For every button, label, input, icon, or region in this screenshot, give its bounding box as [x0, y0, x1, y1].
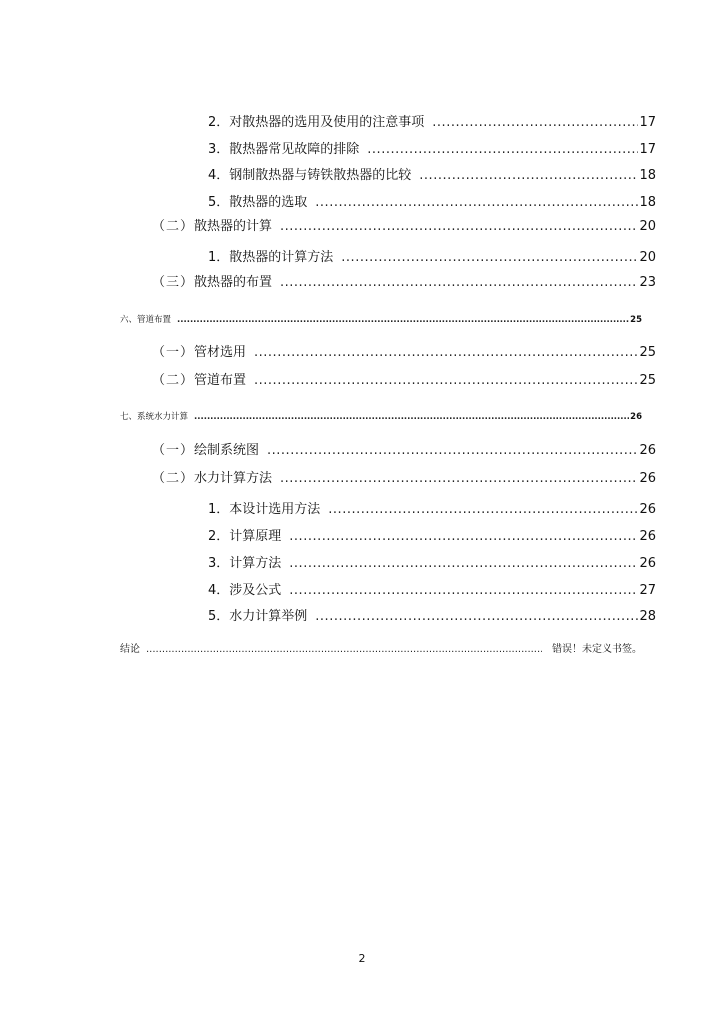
toc-entry-title: 计算方法 — [229, 556, 282, 571]
toc-entry — [152, 472, 656, 485]
toc-entry-page: 26 — [639, 502, 656, 517]
toc-entry-number: 4． — [208, 168, 230, 183]
toc-entry-number: 2． — [208, 529, 230, 544]
toc-dot-leader — [341, 251, 638, 264]
toc-entry-title: 散热器常见故障的排除 — [229, 142, 360, 157]
toc-entry-page: 20 — [639, 219, 656, 234]
toc-entry — [152, 346, 656, 359]
toc-entry — [152, 276, 656, 289]
toc-entry-title: 散热器的计算 — [194, 219, 273, 234]
toc-entry-page: 28 — [639, 609, 656, 624]
toc-entry — [152, 374, 656, 387]
toc-entry-number: 5． — [208, 195, 230, 210]
toc-dot-leader — [315, 196, 638, 209]
toc-entry-page: 27 — [639, 583, 656, 598]
toc-dot-leader — [146, 645, 542, 655]
toc-dot-leader — [367, 143, 638, 156]
toc-conclusion-entry — [120, 645, 642, 655]
toc-dot-leader — [254, 346, 638, 359]
toc-entry-number: （三） — [152, 275, 195, 290]
toc-entry-number: 3． — [208, 556, 230, 571]
toc-dot-leader — [280, 472, 638, 485]
toc-entry-title: 散热器的布置 — [194, 275, 273, 290]
toc-entry — [208, 143, 656, 156]
toc-entry-number: 1． — [208, 502, 230, 517]
toc-entry-page: 26 — [639, 471, 656, 486]
toc-entry-page: 26 — [639, 529, 656, 544]
toc-entry — [208, 116, 656, 129]
toc-dot-leader — [267, 444, 638, 457]
toc-entry-page-error: 错误！未定义书签。 — [552, 644, 642, 655]
toc-entry-number: （一） — [152, 345, 195, 360]
toc-chapter-entry — [120, 316, 642, 325]
toc-dot-leader — [289, 584, 638, 597]
toc-dot-leader — [328, 503, 638, 516]
toc-entry-number: 六、 — [120, 315, 138, 325]
toc-entry-title: 本设计选用方法 — [229, 502, 321, 517]
toc-entry-title: 散热器的选取 — [229, 195, 308, 210]
toc-entry-number: （二） — [152, 219, 195, 234]
toc-entry-number: 七、 — [120, 412, 138, 422]
toc-entry-number: 4． — [208, 583, 230, 598]
toc-entry-page: 26 — [639, 556, 656, 571]
toc-entry-number: 结 — [120, 644, 130, 655]
toc-dot-leader — [280, 276, 638, 289]
toc-entry-number: （二） — [152, 373, 195, 388]
toc-chapter-entry — [120, 413, 642, 422]
toc-dot-leader — [419, 169, 638, 182]
toc-dot-leader — [177, 316, 629, 325]
toc-dot-leader — [289, 530, 638, 543]
page-number: 2 — [358, 952, 366, 965]
toc-entry-title: 散热器的计算方法 — [229, 250, 334, 265]
toc-dot-leader — [432, 116, 638, 129]
toc-entry-number: 2． — [208, 115, 230, 130]
toc-entry-title: 绘制系统图 — [194, 443, 260, 458]
toc-dot-leader — [289, 557, 638, 570]
toc-entry — [208, 557, 656, 570]
toc-dot-leader — [194, 413, 629, 422]
toc-entry-title: 计算原理 — [229, 529, 282, 544]
toc-entry-number: 5． — [208, 609, 230, 624]
toc-entry-page: 17 — [639, 115, 656, 130]
toc-entry-number: 3． — [208, 142, 230, 157]
toc-entry-page: 25 — [639, 373, 656, 388]
toc-entry-number: （二） — [152, 471, 195, 486]
toc-entry — [208, 251, 656, 264]
toc-entry — [208, 503, 656, 516]
toc-dot-leader — [254, 374, 638, 387]
toc-dot-leader — [315, 610, 638, 623]
toc-entry-title: 水力计算方法 — [194, 471, 273, 486]
toc-entry-number: （一） — [152, 443, 195, 458]
toc-entry — [208, 196, 656, 209]
toc-entry — [208, 169, 656, 182]
toc-entry-title: 论 — [130, 644, 140, 655]
toc-entry-page: 25 — [630, 315, 642, 325]
toc-entry — [208, 584, 656, 597]
toc-entry-page: 26 — [639, 443, 656, 458]
toc-entry-title: 管道布置 — [137, 315, 172, 325]
toc-entry — [152, 444, 656, 457]
toc-entry-page: 20 — [639, 250, 656, 265]
toc-entry-title: 涉及公式 — [229, 583, 282, 598]
toc-entry-number: 1． — [208, 250, 230, 265]
toc-dot-leader — [280, 220, 638, 233]
toc-entry-title: 系统水力计算 — [137, 412, 189, 422]
toc-entry-page: 18 — [639, 168, 656, 183]
toc-entry-page: 17 — [639, 142, 656, 157]
toc-entry — [152, 220, 656, 233]
toc-entry-page: 26 — [630, 412, 642, 422]
toc-entry-page: 23 — [639, 275, 656, 290]
toc-entry — [208, 530, 656, 543]
toc-entry — [208, 610, 656, 623]
toc-entry-title: 水力计算举例 — [229, 609, 308, 624]
toc-entry-title: 钢制散热器与铸铁散热器的比较 — [229, 168, 412, 183]
toc-entry-page: 25 — [639, 345, 656, 360]
toc-entry-page: 18 — [639, 195, 656, 210]
toc-entry-title: 管材选用 — [194, 345, 247, 360]
toc-entry-title: 对散热器的选用及使用的注意事项 — [229, 115, 425, 130]
toc-entry-title: 管道布置 — [194, 373, 247, 388]
